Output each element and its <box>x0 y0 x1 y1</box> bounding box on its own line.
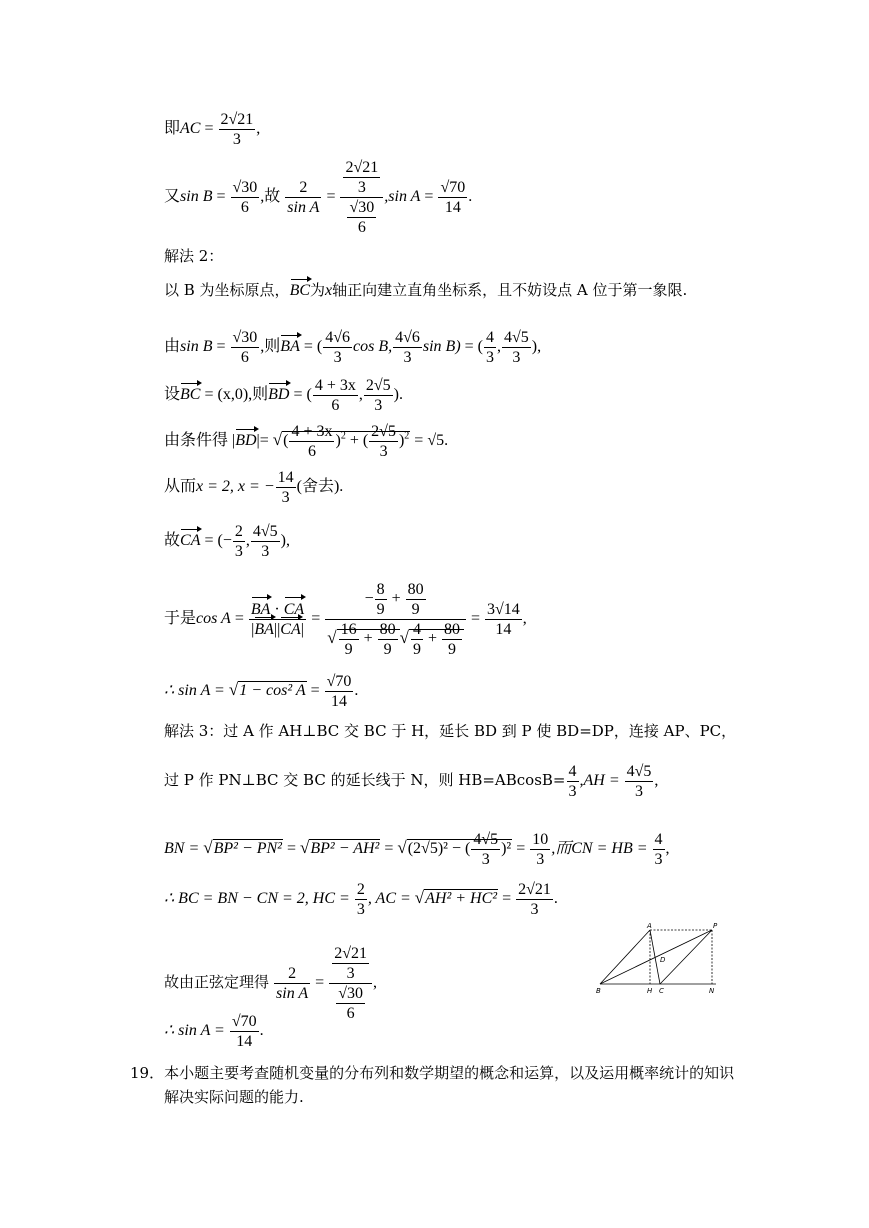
problem-19-number: 19． <box>130 1064 165 1082</box>
cosa-line: 于是cos A = $\frac{BA \cdot CA}{|BA||CA|}$ = − $\frac{8}{9}$ + $\frac{80}{9}$ √ $\frac{16}{9}$ + $\frac{80}{9}$ √ $\frac{4}{9}$ + $\frac{80}{9}$ = $\frac{3√14}{14}$ , <box>164 581 527 658</box>
method3-p2: 过 P 作 PN⊥BC 交 BC 的延长线于 N，则 HB=ABcosB= $\frac{4}{3}$ ,AH = $\frac{4√5}{3}$ , <box>164 763 659 800</box>
ac-prefix: 即 <box>164 120 181 138</box>
method3-title: 解法 3：过 A 作 AH⊥BC 交 BC 于 H，延长 BD 到 P 使 BD=DP，连接 AP、PC， <box>164 722 737 740</box>
label-d: D <box>660 956 666 964</box>
line-cp <box>660 930 712 984</box>
method2-title: 解法 2： <box>164 247 224 265</box>
bc-vector-line: 设BC = (x,0),则BD = ( $\frac{4 + 3x}{6}$ , $\frac{2√5}{3}$ ). <box>164 377 403 414</box>
label-b: B <box>596 987 601 995</box>
final-sina-line: ∴ sin A = $\frac{√70}{14}$ . <box>164 1013 264 1050</box>
method2-setup: 以 B 为坐标原点，BC为x轴正向建立直角坐标系，且不妨设点 A 位于第一象限. <box>164 281 688 299</box>
label-h: H <box>647 987 653 995</box>
sina-line: ∴ sin A = √1 − cos² A = $\frac{√70}{14}$ . <box>164 673 359 710</box>
ac-fraction: $\frac{2√21}{3}$ <box>220 111 254 148</box>
problem-19-line1: 本小题主要考查随机变量的分布列和数学期望的概念和运算，以及运用概率统计的知识 <box>164 1064 735 1082</box>
cosa-big-fraction: − $\frac{8}{9}$ + $\frac{80}{9}$ √ $\frac{16}{9}$ + $\frac{80}{9}$ √ $\frac{4}{9}$ + $\frac{80}{9}$ <box>325 580 466 659</box>
line-ac <box>650 930 660 984</box>
problem-19 <box>130 1062 734 1084</box>
ca-vector-line: 故CA = (− $\frac{2}{3}$ , $\frac{4√5}{3}$ ), <box>164 523 290 560</box>
ac-lhs: AC <box>180 120 201 138</box>
label-c: C <box>659 987 664 995</box>
problem-19-line2: 解决实际问题的能力. <box>164 1088 304 1106</box>
ba-vector-line: 由sin B = $\frac{√30}{6}$ ,则BA = ( $\frac{4√6}{3}$ cos B, $\frac{4√6}{3}$ sin B) = ( $\frac{4}{3}$ , $\frac{4√5}{3}$ ), <box>164 329 542 366</box>
label-n: N <box>709 987 715 995</box>
problem-19-cont <box>164 1086 304 1108</box>
bd-length-line: 由条件得 |BD|= √( $\frac{4 + 3x}{6}$ )$^2$ + ( $\frac{2√5}{3}$ )$^2$ = √5. <box>164 423 449 460</box>
label-p: P <box>713 922 718 930</box>
x-solution-line: 从而x = 2, x = − $\frac{14}{3}$ (舍去). <box>164 469 344 506</box>
law-of-sines-line: 故由正弦定理得 $\frac{2}{\text{sin A}}$ = $\frac{\frac{2√21}{3}}{\frac{√30}{6}}$ , <box>164 945 377 1022</box>
label-a: A <box>647 922 652 930</box>
line-ba <box>600 930 650 984</box>
geometry-figure <box>594 922 724 998</box>
compound-fraction: $\frac{\frac{2√21}{3}}{\frac{√30}{6}}$ <box>340 158 383 237</box>
bn-line: BN = √BP² − PN² = √BP² − AH² = √(2√5)² − ( $\frac{4√5}{3}$ )² = $\frac{10}{3}$ ,而CN = HB = $\frac{4}{3}$ , <box>164 831 670 868</box>
bc-result-line: ∴ BC = BN − CN = 2, HC = $\frac{2}{3}$ , AC = √AH² + HC² = $\frac{2√21}{3}$ . <box>164 881 558 918</box>
ac-result-line: 即AC = $\frac{2√21}{3}$ , <box>164 111 261 148</box>
sinb-line: 又sin B = $\frac{√30}{6}$ ,故 $\frac{2}{\text{sin A}}$ = $\frac{\frac{2√21}{3}}{\frac{√30}{6}}$ ,sin A = $\frac{√70}{14}$ . <box>164 159 473 236</box>
line-bp <box>600 930 712 984</box>
